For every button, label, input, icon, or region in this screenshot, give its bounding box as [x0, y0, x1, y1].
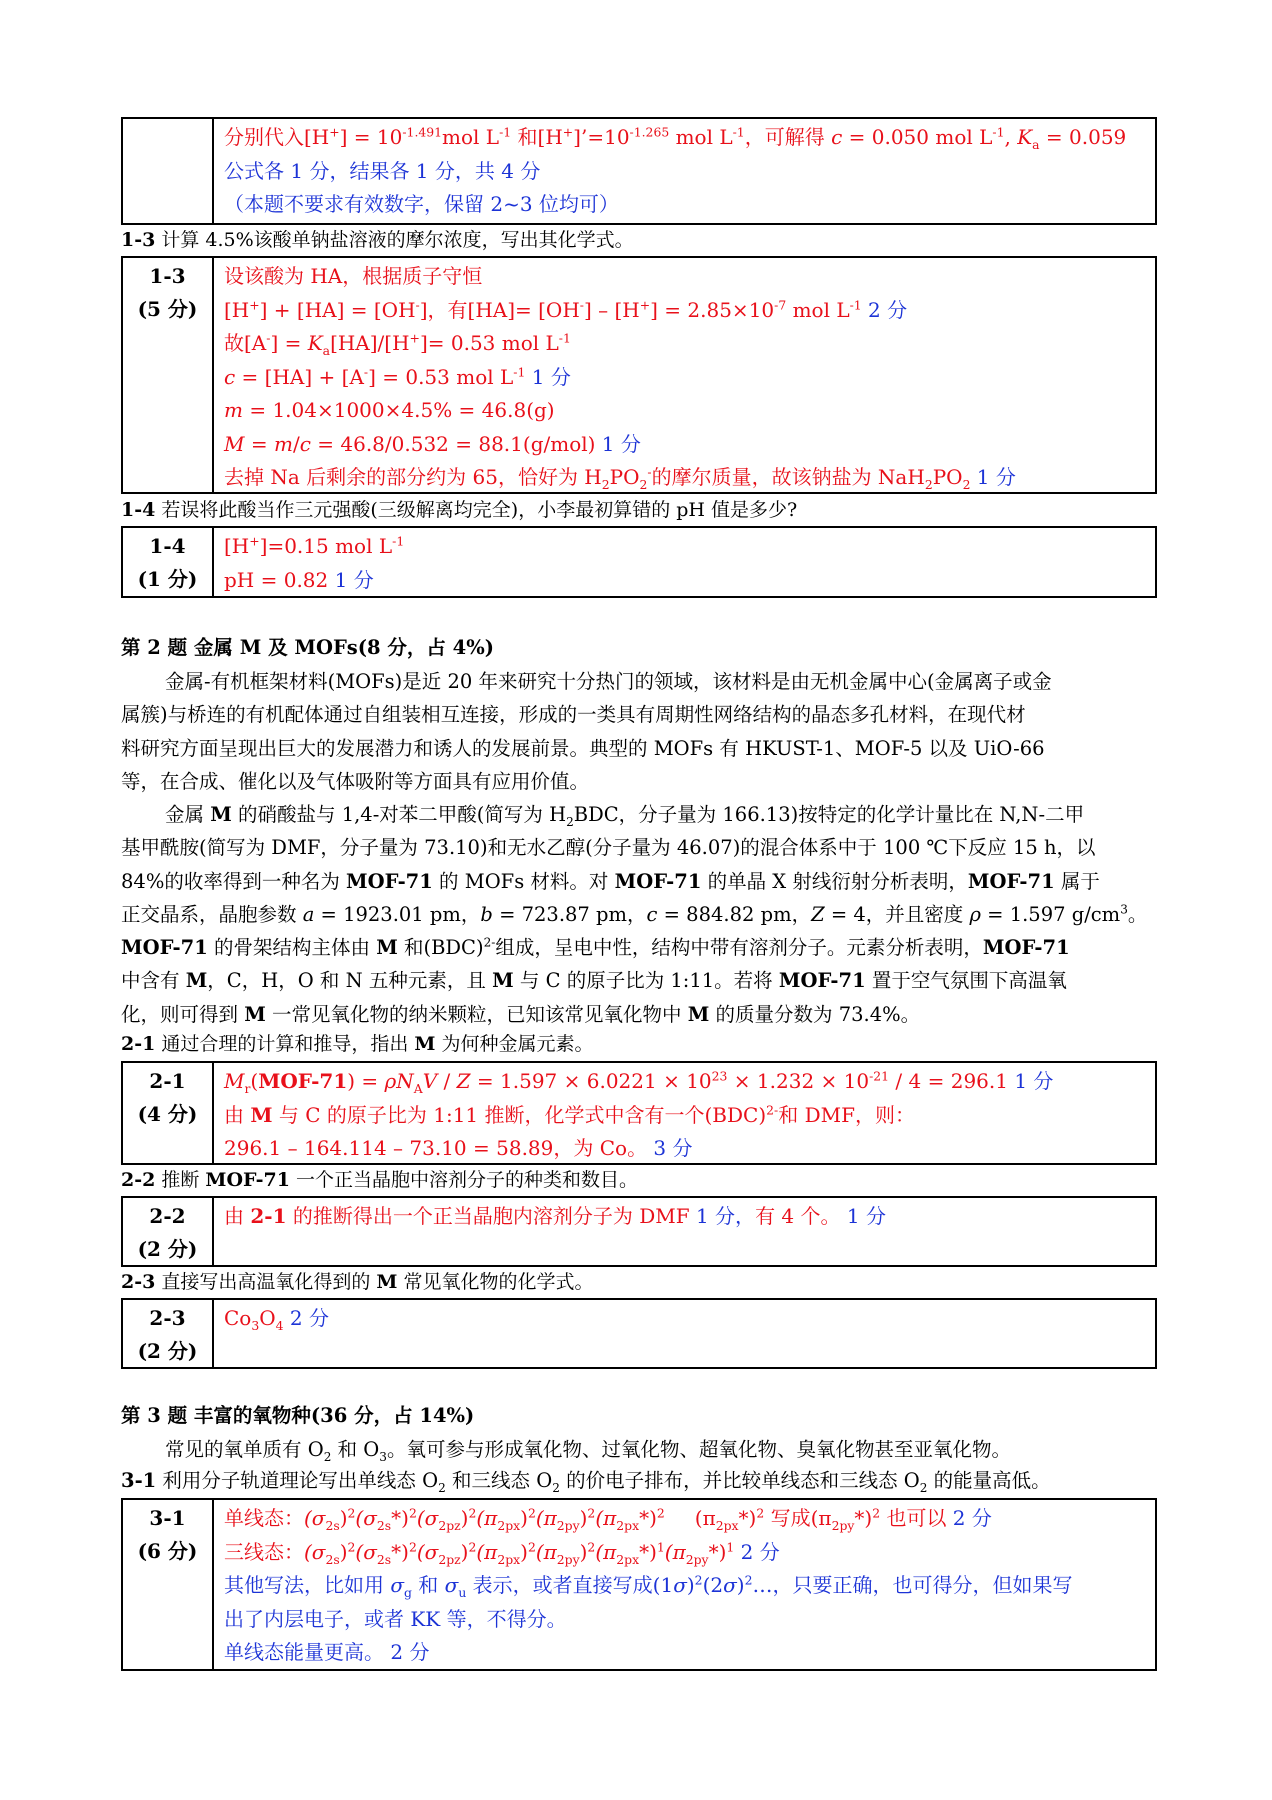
- section-2-intro: [121, 665, 1157, 798]
- orbital-term: $(\pi_{2py}*)^1$: [664, 1538, 735, 1567]
- paragraph-line: 化，则可得到 M 一常见氧化物的纳米颗粒，已知该常见氧化物中 M 的质量分数为 73.4%。: [121, 1002, 921, 1026]
- answer-box-2-1: [121, 1061, 1157, 1165]
- paragraph-line: 正交晶系，晶胞参数 a = 1923.01 pm，b = 723.87 pm，c = 884.82 pm，Z = 4，并且密度 ρ = 1.597 $g/cm^3$。: [121, 902, 1148, 926]
- answer-label-cell: 1-4 (1 分): [123, 528, 214, 596]
- answer-line: 三线态：$(\sigma_{2s})^2(\sigma_{2s}*)^2(\sigma_{2pz})^2(\pi_{2px})^2(\pi_{2py})^2(\pi_{2px}*)^1(\pi_{2py}*)^1$ 2 分: [224, 1538, 780, 1567]
- answer-label-cell: 2-3 (2 分): [123, 1300, 214, 1367]
- orbital-term: $(\sigma_{2s})^2$: [304, 1505, 356, 1533]
- paragraph-line: 中含有 M，C，H，O 和 N 五种元素，且 M 与 C 的原子比为 1:11。若将 MOF-71 置于空气氛围下高温氧: [121, 969, 1067, 993]
- paragraph-line: 等，在合成、催化以及气体吸附等方面具有应用价值。: [121, 769, 590, 793]
- answer-line: 分别代入$[H^+] = 10^{-1.491}mol$ $L^{-1}$ 和$[H^+]’=10^{-1.265}$ mol $L^{-1}$，可解得 c = 0.050 mol $L^{-1}$, $K_a = 0.059$: [224, 124, 1127, 152]
- answer-line: （本题不要求有效数字，保留 2~3 位均可）: [224, 192, 619, 216]
- answer-content: [224, 1200, 1149, 1234]
- answer-line: 故$[A^-] = K_a[HA]/[H^+]= 0.53$ mol $L^{-1}$: [224, 330, 571, 358]
- answer-content: [224, 1302, 1149, 1336]
- paragraph-line: 常见的氧单质有 $O_2$ 和 $O_3$。氧可参与形成氧化物、过氧化物、超氧化物、臭氧化物甚至亚氧化物。: [165, 1438, 1011, 1464]
- question-2-3: 2-3 直接写出高温氧化得到的 M 常见氧化物的化学式。: [121, 1271, 594, 1293]
- paragraph-line: 基甲酰胺(简写为 DMF，分子量为 73.10)和无水乙醇(分子量为 46.07)的混合体系中于 100 ℃下反应 15 h，以: [121, 836, 1096, 860]
- answer-box-2-2: [121, 1196, 1157, 1267]
- answer-label-cell: 1-3 (5 分): [123, 258, 214, 492]
- orbital-term: $(\pi_{2px}*)^1$: [595, 1538, 665, 1567]
- answer-box-3-1: [121, 1498, 1157, 1671]
- answer-line: 由 2-1 的推断得出一个正当晶胞内溶剂分子为 DMF 1 分，有 4 个。 1 分: [224, 1204, 886, 1228]
- answer-line: 单线态能量更高。 2 分: [224, 1640, 430, 1664]
- answer-content: [224, 260, 1149, 495]
- answer-line: $M_r(MOF-71) = \rho N_AV / Z = 1.597 \times 6.0221 \times 10^{23} \times 1.232 \times 10^{-21} / 4 = 296.1$ 1 分: [224, 1068, 1054, 1096]
- answer-line: [H+] + [HA] = [OH-]，有$[HA]= [OH^-] - [H^+] = 2.85\times 10^{-7}$ mol $L^{-1}$ 2 分: [224, 296, 908, 322]
- answer-line: 公式各 1 分，结果各 1 分，共 4 分: [224, 158, 541, 183]
- orbital-term: $(\sigma_{2pz})^2$: [416, 1505, 477, 1533]
- answer-line: $Co_3O_4$ 2 分: [224, 1306, 329, 1333]
- paragraph-line: 金属-有机框架材料(MOFs)是近 20 年来研究十分热门的领域，该材料是由无机金属中心(金属离子或金: [165, 670, 1052, 693]
- answer-label-cell: 2-1 (4 分): [123, 1063, 214, 1163]
- question-2-2: 2-2 推断 MOF-71 一个正当晶胞中溶剂分子的种类和数目。: [121, 1169, 639, 1191]
- answer-line: 由 M 与 C 的原子比为 1:11 推断，化学式中含有一个(BDC)$^{2-}$和 DMF，则：: [224, 1101, 915, 1127]
- answer-line: 296.1 – 164.114 – 73.10 = 58.89，为 Co。 3 分: [224, 1136, 693, 1160]
- orbital-term: $(\pi_{2px})^2$: [476, 1538, 536, 1567]
- paragraph-line: 料研究方面呈现出巨大的发展潜力和诱人的发展前景。典型的 MOFs 有 HKUST-1、MOF-5 以及 UiO-66: [121, 736, 1045, 760]
- answer-content: [224, 1065, 1149, 1166]
- answer-line: c = [HA] + [A-] = 0.53 mol $L^{-1}$ 1 分: [224, 363, 571, 389]
- answer-content: [224, 121, 1149, 222]
- answer-box-1-3: [121, 256, 1157, 494]
- section-2-heading: 第 2 题 金属 M 及 MOFs(8 分，占 4%): [121, 636, 494, 659]
- orbital-configuration-singlet: [304, 1505, 665, 1533]
- section-2-body: [121, 798, 1157, 1031]
- answer-line: 设该酸为 HA，根据质子守恒: [224, 264, 483, 288]
- answer-line: M = m/c = 46.8/0.532 = 88.1(g/mol) 1 分: [224, 431, 641, 456]
- paragraph-line: MOF-71 的骨架结构主体由 M 和(BDC)$^{2-}$组成，呈电中性，结构中带有溶剂分子。元素分析表明，MOF-71: [121, 935, 1070, 960]
- answer-content: [224, 1502, 1149, 1670]
- answer-label-cell: 2-2 (2 分): [123, 1198, 214, 1265]
- question-1-4: 1-4 若误将此酸当作三元强酸(三级解离均完全)，小李最初算错的 pH 值是多少?: [121, 499, 798, 521]
- orbital-term: $(\pi_{2py})^2$: [535, 1505, 596, 1533]
- orbital-term: $(\sigma_{2s})^2$: [304, 1538, 356, 1567]
- answer-line: [H+]=0.15 mol $L^{-1}$: [224, 533, 405, 558]
- answer-line: 单线态：$(\sigma_{2s})^2(\sigma_{2s}*)^2(\sigma_{2pz})^2(\pi_{2px})^2(\pi_{2py})^2(\pi_{2px}*)^2$ $(\pi_{2px}*)^2$ 写成$(\pi_{2py}*)^2$ 也可以 2 分: [224, 1505, 992, 1533]
- answer-line: pH = 0.82 1 分: [224, 567, 374, 592]
- answer-line: 出了内层电子，或者 KK 等，不得分。: [224, 1606, 567, 1631]
- orbital-term: $(\pi_{2px}*)^2$: [595, 1505, 665, 1533]
- section-3-heading: 第 3 题 丰富的氧物种(36 分，占 14%): [121, 1404, 475, 1427]
- question-1-3: 1-3 计算 4.5%该酸单钠盐溶液的摩尔浓度，写出其化学式。: [121, 229, 634, 251]
- answer-label-cell: 3-1 (6 分): [123, 1500, 214, 1669]
- orbital-term: $(\pi_{2px})^2$: [476, 1505, 536, 1533]
- answer-label-cell: [123, 119, 214, 223]
- paragraph-line: 金属 M 的硝酸盐与 1,4-对苯二甲酸(简写为 $H_2BDC$，分子量为 166.13)按特定的化学计量比在 N,N-二甲: [165, 803, 1085, 829]
- answer-box-2-3: [121, 1298, 1157, 1369]
- orbital-term: $(\sigma_{2s}*)^2$: [355, 1505, 417, 1533]
- answer-content: [224, 530, 1149, 597]
- answer-box-1-2: [121, 117, 1157, 225]
- question-3-1: 3-1 利用分子轨道理论写出单线态 $O_2$ 和三线态 $O_2$ 的价电子排布，并比较单线态和三线态 $O_2$ 的能量高低。: [121, 1469, 1051, 1495]
- orbital-term: $(\pi_{2py})^2$: [535, 1538, 596, 1567]
- answer-box-1-4: [121, 526, 1157, 598]
- orbital-configuration-triplet: [304, 1538, 735, 1567]
- question-2-1: 2-1 通过合理的计算和推导，指出 M 为何种金属元素。: [121, 1033, 594, 1055]
- orbital-term: $(\sigma_{2s}*)^2$: [355, 1538, 417, 1567]
- section-3-intro: [121, 1433, 1157, 1466]
- orbital-term: $(\sigma_{2pz})^2$: [416, 1538, 477, 1567]
- answer-line: m = 1.04×1000×4.5% = 46.8(g): [224, 398, 555, 422]
- answer-line: 其他写法，比如用 $\sigma_g$ 和 $\sigma_u$ 表示，或者直接写成$(1\sigma)^2(2\sigma)^2\dots$，只要正确，也可得分，但如果写: [224, 1572, 1073, 1600]
- paragraph-line: 84%的收率得到一种名为 MOF-71 的 MOFs 材料。对 MOF-71 的单晶 X 射线衍射分析表明，MOF-71 属于: [121, 869, 1100, 893]
- paragraph-line: 属簇)与桥连的有机配体通过自组装相互连接，形成的一类具有周期性网络结构的晶态多孔材料，在现代材: [121, 703, 1026, 727]
- answer-line: 去掉 Na 后剩余的部分约为 65，恰好为 $H_2PO_2^-$的摩尔质量，故该钠盐为 $NaH_2PO_2$ 1 分: [224, 464, 1016, 492]
